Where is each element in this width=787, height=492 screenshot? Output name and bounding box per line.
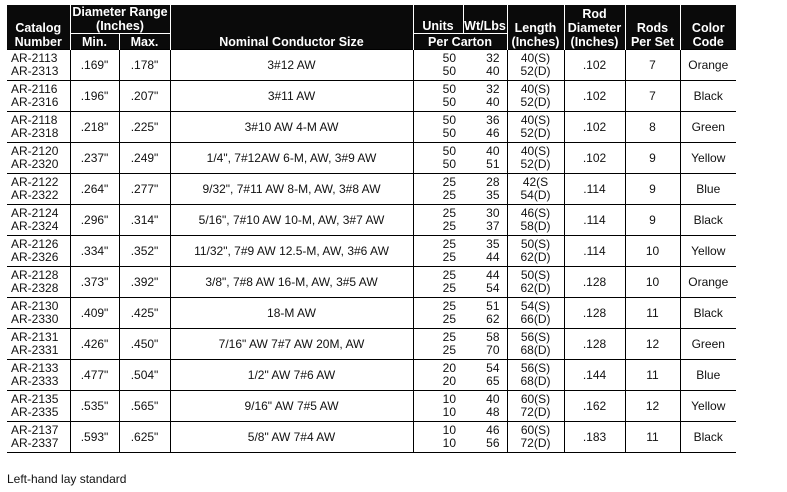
weight-per-carton-cell — [463, 360, 507, 391]
units-per-carton: 25 — [442, 330, 456, 344]
color-code: Orange — [680, 267, 736, 298]
weight-per-carton: 37 — [486, 219, 500, 233]
weight-per-carton-cell — [463, 205, 507, 236]
diameter-min: .409" — [70, 298, 119, 329]
table-row — [7, 298, 736, 329]
table-row — [7, 236, 736, 267]
length-value: 40(S) — [520, 82, 551, 96]
rods-per-set: 11 — [625, 422, 680, 453]
weight-per-carton-cell — [463, 267, 507, 298]
length-value: 54(S) — [520, 299, 551, 313]
length-value: 72(D) — [520, 405, 551, 419]
length-value: 52(D) — [520, 64, 551, 78]
catalog-number-cell — [7, 143, 70, 174]
catalog-number: AR-2130 — [11, 299, 59, 313]
nominal-conductor-size: 3#11 AW — [170, 81, 413, 112]
units-per-carton: 10 — [442, 423, 456, 437]
diameter-min: .593" — [70, 422, 119, 453]
table-row — [7, 81, 736, 112]
footnote: Left-hand lay standard — [7, 472, 127, 486]
weight-per-carton: 40 — [486, 392, 500, 406]
color-code: Green — [680, 329, 736, 360]
diameter-min: .196" — [70, 81, 119, 112]
header-max: Max. — [119, 34, 170, 50]
catalog-number-cell — [7, 360, 70, 391]
color-code: Black — [680, 81, 736, 112]
length-value: 72(D) — [520, 436, 551, 450]
catalog-number: AR-2333 — [11, 374, 59, 388]
length-value: 58(D) — [520, 219, 551, 233]
length-value: 40(S) — [520, 144, 551, 158]
catalog-number: AR-2326 — [11, 250, 59, 264]
length-value: 62(D) — [520, 281, 551, 295]
color-code: Yellow — [680, 236, 736, 267]
length-cell — [507, 422, 564, 453]
length-cell — [507, 360, 564, 391]
length-value: 68(D) — [520, 343, 551, 357]
weight-per-carton: 70 — [486, 343, 500, 357]
weight-per-carton-cell — [463, 81, 507, 112]
nominal-conductor-size: 7/16" AW 7#7 AW 20M, AW — [170, 329, 413, 360]
catalog-number-cell — [7, 329, 70, 360]
nominal-conductor-size: 3#10 AW 4-M AW — [170, 112, 413, 143]
weight-per-carton: 58 — [486, 330, 500, 344]
catalog-number: AR-2137 — [11, 423, 59, 437]
header-nominal-conductor-size: Nominal Conductor Size — [170, 5, 413, 50]
catalog-number-cell — [7, 205, 70, 236]
rods-per-set: 9 — [625, 174, 680, 205]
color-code: Orange — [680, 50, 736, 81]
weight-per-carton-cell — [463, 236, 507, 267]
weight-per-carton-cell — [463, 298, 507, 329]
weight-per-carton: 40 — [486, 144, 500, 158]
units-per-carton: 50 — [442, 113, 456, 127]
catalog-number: AR-2313 — [11, 64, 59, 78]
units-per-carton: 25 — [442, 206, 456, 220]
weight-per-carton-cell — [463, 143, 507, 174]
color-code: Yellow — [680, 391, 736, 422]
weight-per-carton: 51 — [486, 157, 500, 171]
catalog-number: AR-2330 — [11, 312, 59, 326]
diameter-min: .237" — [70, 143, 119, 174]
diameter-min: .334" — [70, 236, 119, 267]
color-code: Blue — [680, 174, 736, 205]
table-row — [7, 391, 736, 422]
weight-per-carton: 32 — [486, 82, 500, 96]
units-per-carton-cell — [413, 267, 463, 298]
length-cell — [507, 205, 564, 236]
catalog-number: AR-2118 — [11, 113, 58, 127]
rod-diameter: .144 — [564, 360, 625, 391]
units-per-carton: 50 — [442, 64, 456, 78]
catalog-number: AR-2116 — [11, 82, 58, 96]
table-row — [7, 267, 736, 298]
length-value: 60(S) — [520, 423, 551, 437]
diameter-max: .392" — [119, 267, 170, 298]
catalog-number-cell — [7, 174, 70, 205]
nominal-conductor-size: 3/8", 7#8 AW 16-M, AW, 3#5 AW — [170, 267, 413, 298]
catalog-number: AR-2337 — [11, 436, 59, 450]
diameter-max: .178" — [119, 50, 170, 81]
catalog-number: AR-2331 — [11, 343, 59, 357]
rods-per-set: 12 — [625, 329, 680, 360]
units-per-carton: 25 — [442, 219, 456, 233]
rods-per-set: 7 — [625, 50, 680, 81]
nominal-conductor-size: 5/8" AW 7#4 AW — [170, 422, 413, 453]
units-per-carton-cell — [413, 391, 463, 422]
length-value: 52(D) — [520, 157, 551, 171]
catalog-number: AR-2335 — [11, 405, 59, 419]
weight-per-carton: 44 — [486, 268, 500, 282]
weight-per-carton: 46 — [486, 126, 500, 140]
header-catalog-number: Catalog Number — [7, 5, 70, 50]
rod-diameter: .102 — [564, 50, 625, 81]
weight-per-carton-cell — [463, 391, 507, 422]
catalog-number: AR-2113 — [11, 51, 58, 65]
weight-per-carton: 40 — [486, 64, 500, 78]
units-per-carton: 10 — [442, 405, 456, 419]
catalog-number: AR-2135 — [11, 392, 59, 406]
catalog-number-cell — [7, 81, 70, 112]
catalog-number: AR-2120 — [11, 144, 59, 158]
units-per-carton-cell — [413, 50, 463, 81]
weight-per-carton: 54 — [486, 281, 500, 295]
weight-per-carton-cell — [463, 422, 507, 453]
units-per-carton-cell — [413, 422, 463, 453]
catalog-number-cell — [7, 391, 70, 422]
weight-per-carton: 56 — [486, 436, 500, 450]
rod-diameter: .102 — [564, 143, 625, 174]
rods-per-set: 10 — [625, 236, 680, 267]
catalog-number: AR-2128 — [11, 268, 59, 282]
units-per-carton: 50 — [442, 144, 456, 158]
table-row — [7, 422, 736, 453]
nominal-conductor-size: 9/32", 7#11 AW 8-M, AW, 3#8 AW — [170, 174, 413, 205]
catalog-number: AR-2324 — [11, 219, 59, 233]
diameter-max: .425" — [119, 298, 170, 329]
units-per-carton: 25 — [442, 188, 456, 202]
units-per-carton: 25 — [442, 237, 456, 251]
color-code: Yellow — [680, 143, 736, 174]
color-code: Black — [680, 205, 736, 236]
units-per-carton: 25 — [442, 268, 456, 282]
diameter-max: .450" — [119, 329, 170, 360]
diameter-max: .207" — [119, 81, 170, 112]
catalog-number-cell — [7, 236, 70, 267]
length-value: 42(S — [522, 175, 549, 189]
diameter-max: .565" — [119, 391, 170, 422]
table-row — [7, 143, 736, 174]
table-row — [7, 112, 736, 143]
rods-per-set: 7 — [625, 81, 680, 112]
rod-diameter: .114 — [564, 236, 625, 267]
weight-per-carton-cell — [463, 112, 507, 143]
units-per-carton-cell — [413, 329, 463, 360]
color-code: Black — [680, 298, 736, 329]
weight-per-carton: 32 — [486, 51, 500, 65]
weight-per-carton: 36 — [486, 113, 500, 127]
catalog-number-cell — [7, 50, 70, 81]
diameter-min: .264" — [70, 174, 119, 205]
units-per-carton: 20 — [442, 374, 456, 388]
length-value: 54(D) — [520, 188, 551, 202]
weight-per-carton: 28 — [486, 175, 500, 189]
length-value: 52(D) — [520, 95, 551, 109]
length-cell — [507, 143, 564, 174]
color-code: Blue — [680, 360, 736, 391]
weight-per-carton: 44 — [486, 250, 500, 264]
length-value: 40(S) — [520, 51, 551, 65]
length-value: 56(S) — [520, 361, 551, 375]
rod-diameter: .114 — [564, 205, 625, 236]
units-per-carton-cell — [413, 143, 463, 174]
diameter-min: .296" — [70, 205, 119, 236]
header-length: Length (Inches) — [507, 5, 564, 50]
catalog-number: AR-2124 — [11, 206, 59, 220]
table-row — [7, 174, 736, 205]
length-value: 52(D) — [520, 126, 551, 140]
rods-per-set: 8 — [625, 112, 680, 143]
table-header — [7, 5, 736, 50]
units-per-carton-cell — [413, 298, 463, 329]
rods-per-set: 11 — [625, 360, 680, 391]
catalog-number: AR-2126 — [11, 237, 59, 251]
length-value: 68(D) — [520, 374, 551, 388]
weight-per-carton: 35 — [486, 188, 500, 202]
nominal-conductor-size: 3#12 AW — [170, 50, 413, 81]
units-per-carton: 25 — [442, 175, 456, 189]
rod-diameter: .162 — [564, 391, 625, 422]
rods-per-set: 9 — [625, 205, 680, 236]
nominal-conductor-size: 1/2" AW 7#6 AW — [170, 360, 413, 391]
catalog-number-cell — [7, 112, 70, 143]
catalog-number-cell — [7, 298, 70, 329]
nominal-conductor-size: 18-M AW — [170, 298, 413, 329]
diameter-min: .477" — [70, 360, 119, 391]
weight-per-carton: 35 — [486, 237, 500, 251]
weight-per-carton: 46 — [486, 423, 500, 437]
length-cell — [507, 236, 564, 267]
units-per-carton: 25 — [442, 250, 456, 264]
units-per-carton: 25 — [442, 312, 456, 326]
catalog-number: AR-2322 — [11, 188, 59, 202]
diameter-max: .277" — [119, 174, 170, 205]
catalog-number-cell — [7, 422, 70, 453]
diameter-min: .535" — [70, 391, 119, 422]
length-cell — [507, 267, 564, 298]
rod-diameter: .183 — [564, 422, 625, 453]
diameter-max: .225" — [119, 112, 170, 143]
units-per-carton: 50 — [442, 82, 456, 96]
diameter-max: .314" — [119, 205, 170, 236]
diameter-min: .218" — [70, 112, 119, 143]
units-per-carton-cell — [413, 112, 463, 143]
units-per-carton-cell — [413, 174, 463, 205]
color-code: Black — [680, 422, 736, 453]
catalog-number: AR-2316 — [11, 95, 59, 109]
weight-per-carton: 51 — [486, 299, 500, 313]
rod-diameter: .102 — [564, 112, 625, 143]
length-value: 46(S) — [520, 206, 551, 220]
header-diameter-range: Diameter Range (Inches) — [70, 5, 170, 34]
units-per-carton-cell — [413, 81, 463, 112]
weight-per-carton: 48 — [486, 405, 500, 419]
header-rod-diameter: Rod Diameter (Inches) — [564, 5, 625, 50]
catalog-number-cell — [7, 267, 70, 298]
rods-per-set: 9 — [625, 143, 680, 174]
header-color-code: Color Code — [680, 5, 736, 50]
diameter-min: .426" — [70, 329, 119, 360]
length-value: 56(S) — [520, 330, 551, 344]
weight-per-carton-cell — [463, 329, 507, 360]
rods-per-set: 12 — [625, 391, 680, 422]
units-per-carton: 10 — [442, 392, 456, 406]
units-per-carton: 25 — [442, 299, 456, 313]
table-row — [7, 360, 736, 391]
weight-per-carton: 54 — [486, 361, 500, 375]
length-value: 40(S) — [520, 113, 551, 127]
catalog-number: AR-2122 — [11, 175, 59, 189]
catalog-number: AR-2328 — [11, 281, 59, 295]
diameter-max: .504" — [119, 360, 170, 391]
rod-diameter: .128 — [564, 267, 625, 298]
header-rods-per-set: Rods Per Set — [625, 5, 680, 50]
rods-per-set: 10 — [625, 267, 680, 298]
catalog-number: AR-2131 — [11, 330, 59, 344]
nominal-conductor-size: 11/32", 7#9 AW 12.5-M, AW, 3#6 AW — [170, 236, 413, 267]
rods-per-set: 11 — [625, 298, 680, 329]
units-per-carton-cell — [413, 205, 463, 236]
units-per-carton: 25 — [442, 281, 456, 295]
length-cell — [507, 174, 564, 205]
units-per-carton: 50 — [442, 126, 456, 140]
length-cell — [507, 50, 564, 81]
length-value: 62(D) — [520, 250, 551, 264]
length-value: 50(S) — [520, 268, 551, 282]
diameter-min: .373" — [70, 267, 119, 298]
rod-diameter: .128 — [564, 298, 625, 329]
units-per-carton: 50 — [442, 157, 456, 171]
length-cell — [507, 81, 564, 112]
units-per-carton: 20 — [442, 361, 456, 375]
table-row — [7, 50, 736, 81]
length-value: 50(S) — [520, 237, 551, 251]
diameter-max: .352" — [119, 236, 170, 267]
header-units: Units — [413, 5, 463, 34]
table-body — [7, 50, 736, 453]
diameter-min: .169" — [70, 50, 119, 81]
weight-per-carton-cell — [463, 174, 507, 205]
units-per-carton: 50 — [442, 95, 456, 109]
rod-diameter: .114 — [564, 174, 625, 205]
weight-per-carton: 30 — [486, 206, 500, 220]
header-min: Min. — [70, 34, 119, 50]
weight-per-carton-cell — [463, 50, 507, 81]
diameter-max: .625" — [119, 422, 170, 453]
nominal-conductor-size: 1/4", 7#12AW 6-M, AW, 3#9 AW — [170, 143, 413, 174]
weight-per-carton: 40 — [486, 95, 500, 109]
header-wt-lbs: Wt/Lbs — [463, 5, 507, 34]
catalog-number: AR-2320 — [11, 157, 59, 171]
rod-diameter: .102 — [564, 81, 625, 112]
length-value: 60(S) — [520, 392, 551, 406]
weight-per-carton: 62 — [486, 312, 500, 326]
nominal-conductor-size: 5/16", 7#10 AW 10-M, AW, 3#7 AW — [170, 205, 413, 236]
spec-table — [7, 5, 736, 453]
length-cell — [507, 112, 564, 143]
units-per-carton: 10 — [442, 436, 456, 450]
length-value: 66(D) — [520, 312, 551, 326]
table-row — [7, 205, 736, 236]
units-per-carton: 50 — [442, 51, 456, 65]
diameter-max: .249" — [119, 143, 170, 174]
header-per-carton: Per Carton — [413, 34, 507, 50]
length-cell — [507, 391, 564, 422]
units-per-carton: 25 — [442, 343, 456, 357]
length-cell — [507, 298, 564, 329]
units-per-carton-cell — [413, 236, 463, 267]
weight-per-carton: 65 — [486, 374, 500, 388]
color-code: Green — [680, 112, 736, 143]
catalog-number: AR-2133 — [11, 361, 59, 375]
catalog-number: AR-2318 — [11, 126, 59, 140]
length-cell — [507, 329, 564, 360]
units-per-carton-cell — [413, 360, 463, 391]
rod-diameter: .128 — [564, 329, 625, 360]
table-row — [7, 329, 736, 360]
nominal-conductor-size: 9/16" AW 7#5 AW — [170, 391, 413, 422]
